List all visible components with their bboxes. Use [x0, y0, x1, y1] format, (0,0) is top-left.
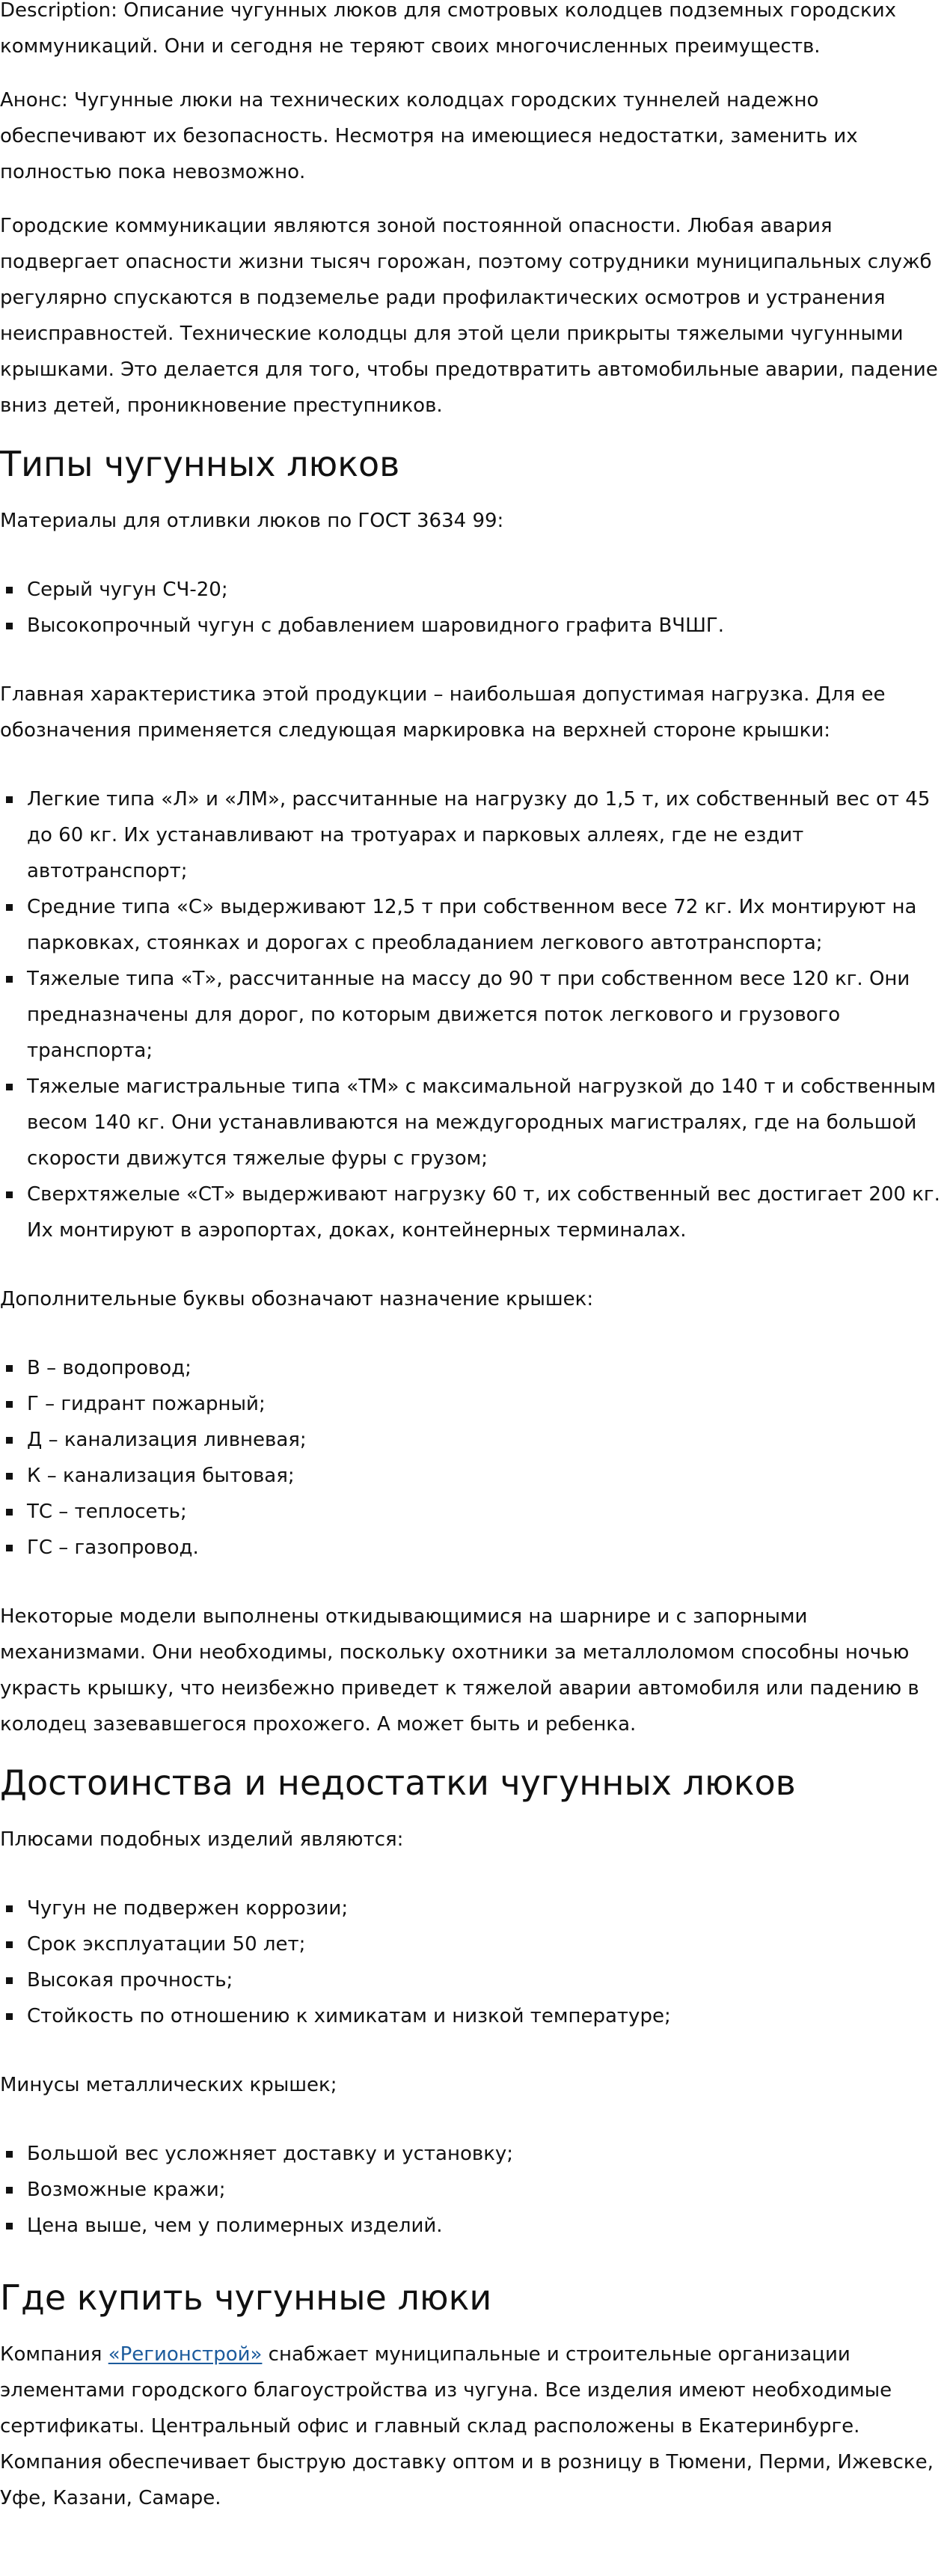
list-item-text: Срок эксплуатации 50 лет;	[27, 1933, 306, 1956]
text-after-link: снабжает муниципальные и строительные организации элементами городского благоустройства из чугуна. Все изделия имеют необходимые сертификаты. Центральный офис и главный склад расположены в Екатеринбурге. Компания обеспечивает быструю доставку оптом и в розницу в Тюмени, Перми, Ижевске, Уфе, Казани, Самаре.	[0, 2343, 934, 2509]
heading-pros-cons: Достоинства и недостатки чугунных люков	[0, 1762, 796, 1803]
list-item	[27, 2208, 950, 2244]
list-item	[27, 1962, 950, 1998]
list-item	[27, 889, 950, 961]
square-bullet-icon	[6, 587, 13, 593]
square-bullet-icon	[6, 1401, 13, 1408]
company-link[interactable]: «Регионстрой»	[108, 2343, 263, 2366]
load-intro: Главная характеристика этой продукции – наибольшая допустимая нагрузка. Для ее обозначения применяется следующая маркировка на верхней стороне крышки:	[0, 683, 886, 742]
list-item-text: ТС – теплосеть;	[27, 1501, 187, 1523]
list-item-text: Серый чугун СЧ-20;	[27, 579, 228, 601]
list-item-text: Чугун не подвержен коррозии;	[27, 1897, 349, 1920]
list-item	[27, 1494, 950, 1530]
where-to-buy-paragraph	[0, 2337, 950, 2516]
letters-intro: Дополнительные буквы обозначают назначение крышек:	[0, 1288, 594, 1310]
list-item-text: Г – гидрант пожарный;	[27, 1393, 266, 1415]
intro-paragraph: Городские коммуникации являются зоной постоянной опасности. Любая авария подвергает опасности жизни тысяч горожан, поэтому сотрудники муниципальных служб регулярно спускаются в подземелье ради профилактических осмотров и устранения неисправностей. Технические колодцы для этой цели прикрыты тяжелыми чугунными крышками. Это делается для того, чтобы предотвратить автомобильные аварии, падение вниз детей, проникновение преступников.	[0, 215, 938, 417]
list-item-text: Тяжелые типа «Т», рассчитанные на массу до 90 т при собственном весе 120 кг. Они предназначены для дорог, по которым движется поток легкового и грузового транспорта;	[27, 968, 910, 1062]
square-bullet-icon	[6, 1509, 13, 1516]
hinged-note: Некоторые модели выполнены откидывающимися на шарнире и с запорными механизмами. Они необходимы, поскольку охотники за металлоломом способны ночью украсть крышку, что неизбежно приведет к тяжелой аварии автомобиля или падению в колодец зазевавшегося прохожего. А может быть и ребенка.	[0, 1605, 919, 1736]
list-item	[27, 1926, 950, 1962]
list-item	[27, 2136, 950, 2172]
pros-intro: Плюсами подобных изделий являются:	[0, 1828, 404, 1851]
list-item-text: К – канализация бытовая;	[27, 1465, 295, 1487]
square-bullet-icon	[6, 1365, 13, 1372]
list-item	[27, 1890, 950, 1926]
list-item-text: ГС – газопровод.	[27, 1536, 199, 1559]
list-item-text: Цена выше, чем у полимерных изделий.	[27, 2215, 443, 2237]
square-bullet-icon	[6, 2223, 13, 2229]
list-item	[27, 1350, 950, 1386]
square-bullet-icon	[6, 2013, 13, 2020]
square-bullet-icon	[6, 904, 13, 911]
materials-list	[0, 572, 950, 644]
list-item	[27, 572, 950, 608]
square-bullet-icon	[6, 976, 13, 983]
cons-list	[0, 2136, 950, 2244]
cons-intro: Минусы металлических крышек;	[0, 2074, 337, 2096]
list-item	[27, 1998, 950, 2034]
letters-list	[0, 1350, 950, 1566]
square-bullet-icon	[6, 1473, 13, 1480]
square-bullet-icon	[6, 2187, 13, 2194]
square-bullet-icon	[6, 623, 13, 629]
list-item	[27, 1386, 950, 1422]
list-item-text: Легкие типа «Л» и «ЛМ», рассчитанные на нагрузку до 1,5 т, их собственный вес от 45 до 60 кг. Их устанавливают на тротуарах и парковых аллеях, где не ездит автотранспорт;	[27, 788, 931, 882]
list-item-text: Средние типа «С» выдерживают 12,5 т при собственном весе 72 кг. Их монтируют на парковках, стоянках и дорогах с преобладанием легкового автотранспорта;	[27, 896, 917, 954]
list-item	[27, 1422, 950, 1458]
list-item	[27, 961, 950, 1069]
list-item-text: Стойкость по отношению к химикатам и низкой температуре;	[27, 2005, 671, 2027]
list-item-text: Высокая прочность;	[27, 1969, 233, 1991]
square-bullet-icon	[6, 1437, 13, 1444]
square-bullet-icon	[6, 2151, 13, 2158]
list-item-text: Д – канализация ливневая;	[27, 1429, 307, 1451]
list-item	[27, 1176, 950, 1248]
square-bullet-icon	[6, 1191, 13, 1198]
list-item	[27, 608, 950, 644]
list-item-text: Сверхтяжелые «СТ» выдерживают нагрузку 60 т, их собственный вес достигает 200 кг. Их монтируют в аэропортах, доках, контейнерных терминалах.	[27, 1183, 940, 1242]
list-item-text: В – водопровод;	[27, 1357, 191, 1379]
square-bullet-icon	[6, 1905, 13, 1912]
list-item-text: Возможные кражи;	[27, 2179, 226, 2201]
heading-where-to-buy: Где купить чугунные люки	[0, 2277, 492, 2318]
square-bullet-icon	[6, 1977, 13, 1984]
description-paragraph: Description: Описание чугунных люков для смотровых колодцев подземных городских коммуникаций. Они и сегодня не теряют своих многочисленных преимуществ.	[0, 0, 897, 58]
list-item	[27, 1530, 950, 1566]
heading-types: Типы чугунных люков	[0, 444, 400, 484]
list-item	[27, 781, 950, 889]
list-item-text: Большой вес усложняет доставку и установку;	[27, 2143, 514, 2165]
list-item	[27, 2172, 950, 2208]
text-before-link: Компания	[0, 2343, 108, 2366]
list-item-text: Высокопрочный чугун с добавлением шаровидного графита ВЧШГ.	[27, 614, 725, 637]
square-bullet-icon	[6, 1545, 13, 1551]
pros-list	[0, 1890, 950, 2034]
load-types-list	[0, 781, 950, 1248]
announce-paragraph: Анонс: Чугунные люки на технических колодцах городских туннелей надежно обеспечивают их безопасность. Несмотря на имеющиеся недостатки, заменить их полностью пока невозможно.	[0, 89, 858, 183]
list-item	[27, 1458, 950, 1494]
square-bullet-icon	[6, 1084, 13, 1090]
list-item-text: Тяжелые магистральные типа «ТМ» с максимальной нагрузкой до 140 т и собственным весом 140 кг. Они устанавливаются на междугородных магистралях, где на большой скорости движутся тяжелые фуры с грузом;	[27, 1075, 937, 1170]
square-bullet-icon	[6, 796, 13, 803]
square-bullet-icon	[6, 1941, 13, 1948]
list-item	[27, 1069, 950, 1176]
materials-intro: Материалы для отливки люков по ГОСТ 3634 99:	[0, 510, 504, 532]
